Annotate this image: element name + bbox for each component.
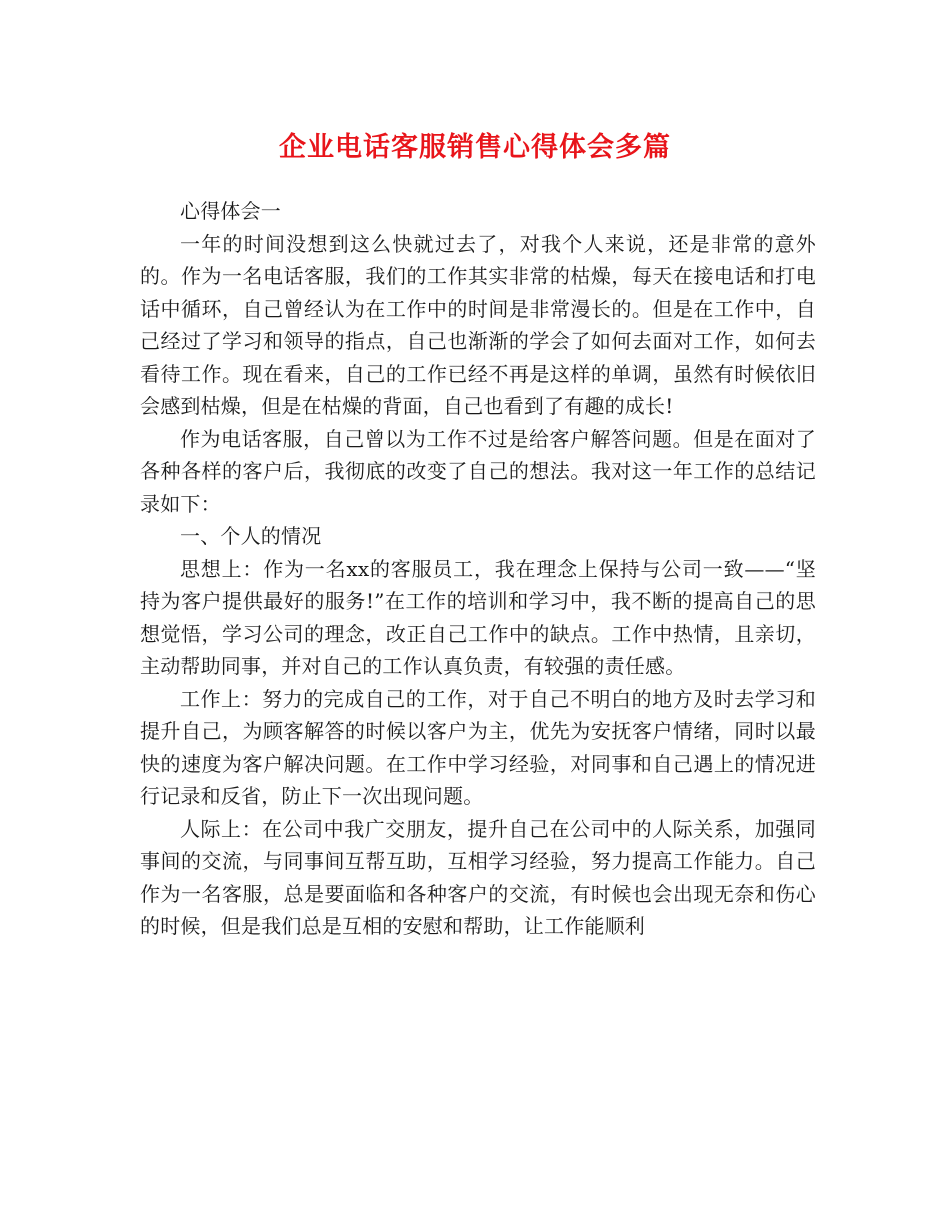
body-paragraph: 作为电话客服，自己曾以为工作不过是给客户解答问题。但是在面对了各种各样的客户后，我彻底的改变了自己的想法。我对这一年工作的总结记录如下：	[140, 426, 816, 516]
body-paragraph: 一年的时间没想到这么快就过去了，对我个人来说，还是非常的意外的。作为一名电话客服，我们的工作其实非常的枯燥，每天在接电话和打电话中循环，自己曾经认为在工作中的时间是非常漫长的。但是在工作中，自己经过了学习和领导的指点，自己也渐渐的学会了如何去面对工作，如何去看待工作。现在看来，自己的工作已经不再是这样的单调，虽然有时候依旧会感到枯燥，但是在枯燥的背面，自己也看到了有趣的成长!	[140, 231, 816, 418]
body-paragraph: 人际上：在公司中我广交朋友，提升自己在公司中的人际关系，加强同事间的交流，与同事间互帮互助，互相学习经验，努力提高工作能力。自己作为一名客服，总是要面临和各种客户的交流，有时候也会出现无奈和伤心的时候，但是我们总是互相的安慰和帮助，让工作能顺利	[140, 816, 816, 938]
body-paragraph: 工作上：努力的完成自己的工作，对于自己不明白的地方及时去学习和提升自己，为顾客解答的时候以客户为主，优先为安抚客户情绪，同时以最快的速度为客户解决问题。在工作中学习经验，对同事和自己遇上的情况进行记录和反省，防止下一次出现问题。	[140, 686, 816, 808]
body-paragraph: 思想上：作为一名xx的客服员工，我在理念上保持与公司一致——“坚持为客户提供最好的服务!”在工作的培训和学习中，我不断的提高自己的思想觉悟，学习公司的理念，改正自己工作中的缺点。工作中热情，且亲切，主动帮助同事，并对自己的工作认真负责，有较强的责任感。	[140, 556, 816, 678]
document-title: 企业电话客服销售心得体会多篇	[279, 132, 671, 163]
section-heading-2: 一、个人的情况	[180, 524, 322, 548]
document-body	[140, 195, 816, 943]
section-heading-1: 心得体会一	[180, 199, 281, 223]
